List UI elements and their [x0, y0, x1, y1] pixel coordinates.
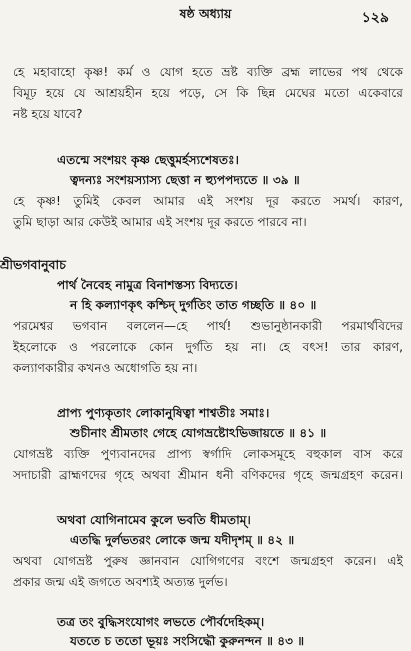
translation-line: অথবা যোগভ্রষ্ট পুরুষ জ্ঞানবান যোগিগণের বংশে জন্মগ্রহণ করেন। এই — [13, 554, 403, 568]
verse-line: তত্র তং বুদ্ধিসংযোগং লভতে পৌর্বদেহিকম্। — [57, 615, 265, 629]
chapter-title: ষষ্ঠ অধ্যায় — [179, 6, 232, 21]
translation-line: হে কৃষ্ণ! তুমিই কেবল আমার এই সংশয় দূর করতে সমর্থ। কারণ, — [13, 194, 403, 208]
translation-line: নষ্ট হয়ে যাবে? — [13, 107, 83, 121]
verse-line: প্রাপ্য পুণ্যকৃতাং লোকানুষিত্বা শাশ্বতীঃ সমাঃ। — [57, 406, 270, 420]
verse-line: ন হি কল্যাণকৃৎ কশ্চিদ্ দুর্গতিং তাত গচ্ছতি ॥ ৪০ ॥ — [70, 298, 317, 312]
verse-line: পার্থ নৈবেহ নামুত্র বিনাশস্তস্য বিদ্যতে। — [57, 278, 238, 292]
verse-line: অথবা যোগিনামেব কুলে ভবতি ধীমতাম্। — [57, 513, 251, 527]
translation-line: সদাচারী ব্রাহ্মণদের গৃহে অথবা শ্রীমান ধনী বণিকদের গৃহে জন্মগ্রহণ করেন। — [13, 468, 403, 482]
verse-line: যততে চ ততো ভূয়ঃ সংসিদ্ধৌ কুরুনন্দন ॥ ৪৩ ॥ — [70, 634, 305, 648]
translation-line: তুমি ছাড়া আর কেউই আমার এই সংশয় দূর করতে পারবে না। — [13, 215, 307, 229]
verse-line: এতদ্ধি দুর্লভতরং লোকে জন্ম যদীদৃশম্ ॥ ৪২ ॥ — [70, 533, 295, 547]
verse-line: এতন্মে সংশয়ং কৃষ্ণ ছেত্তুমর্হস্যশেষতঃ। — [57, 153, 239, 167]
translation-line: ইহলোকে ও পরলোকে কোন দুর্গতি হয় না। হে বৎস! তার কারণ, — [13, 340, 403, 354]
speaker-heading — [0, 255, 66, 275]
translation-line: বিমূঢ় হয়ে যে আশ্রয়হীন হয়ে পড়ে, সে কি ছিন্ন মেঘের মতো একেবারে — [13, 86, 403, 100]
translation-line: হে মহাবাহো কৃষ্ণ! কর্ম ও যোগ হতে ভ্রষ্ট ব্যক্তি ব্রহ্ম লাভের পথ থেকে — [13, 65, 403, 79]
translation-line: কল্যাণকারীর কখনও অধোগতি হয় না। — [13, 361, 198, 375]
verse-line: ত্বদন্যঃ সংশয়স্যাস্য ছেত্তা ন হ্যুপপদ্যতে ॥ ৩৯ ॥ — [70, 173, 300, 187]
page-header — [0, 6, 411, 28]
page-number: ১২৯ — [361, 10, 389, 26]
speaker-text: শ্রীভগবানুবাচ — [0, 257, 66, 272]
translation-line: যোগভ্রষ্ট ব্যক্তি পুণ্যবানদের প্রাপ্য স্বর্গাদি লোকসমূহে বহুকাল বাস করে — [13, 447, 403, 461]
translation-line: প্রকার জন্ম এই জগতে অবশ্যই অত্যন্ত দুর্লভ। — [13, 575, 228, 589]
translation-line: পরমেশ্বর ভগবান বললেন—হে পার্থ! শুভানুষ্ঠানকারী পরমার্থবিদের — [13, 319, 403, 333]
verse-line: শুচীনাং শ্রীমতাং গেহে যোগভ্রষ্টোঽভিজায়তে ॥ ৪১ ॥ — [70, 426, 327, 440]
